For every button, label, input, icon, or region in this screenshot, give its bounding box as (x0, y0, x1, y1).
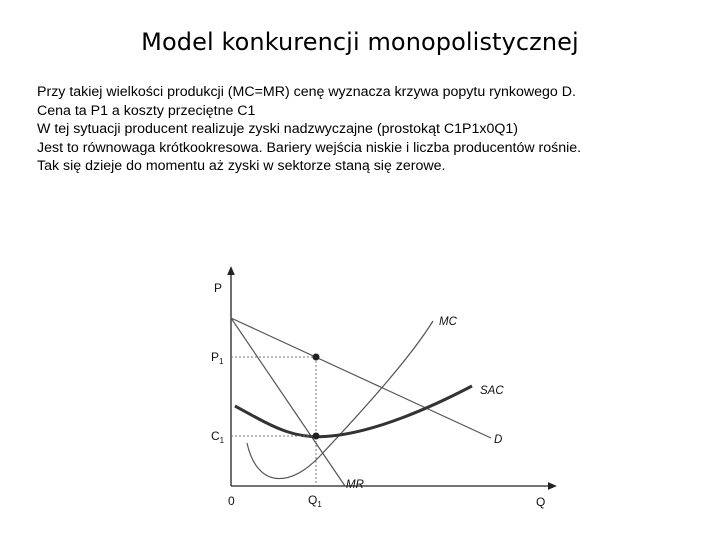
mr-label: MR (346, 479, 364, 491)
body-line-1: Przy takiej wielkości produkcji (MC=MR) cenę wyznacza krzywa popytu rynkowego D. (37, 84, 576, 100)
monopolistic-competition-diagram (195, 258, 575, 528)
mc-label: MC (439, 316, 457, 328)
marginal-revenue-curve-mr (231, 318, 345, 486)
body-line-2: Cena ta P1 a koszty przeciętne C1 (37, 102, 256, 119)
price-point (313, 354, 320, 361)
q1-label: $Q_1$ (308, 493, 322, 509)
origin-label: 0 (228, 494, 235, 508)
d-label: D (494, 434, 503, 446)
y-axis-label: P (214, 281, 223, 295)
body-line-5: Tak się dzieje do momentu aż zyski w sektorze staną się zerowe. (37, 158, 446, 174)
body-line-3: W tej sytuacji producent realizuje zyski nadzwyczajne (prostokąt C1P1x0Q1) (37, 121, 519, 137)
slide-title: Model konkurencji monopolistycznej (141, 28, 579, 56)
sac-label: SAC (480, 385, 504, 397)
cost-point (313, 433, 320, 440)
c1-label: $C_1$ (211, 429, 225, 445)
average-cost-curve-sac (235, 386, 472, 437)
body-line-4: Jest to równowaga krótkookresowa. Bariery wejścia niskie i liczba producentów rośnie. (37, 139, 582, 156)
body-text (37, 83, 707, 176)
marginal-cost-curve-mc (247, 321, 433, 479)
p1-label: $P_1$ (211, 350, 224, 366)
demand-curve-d (231, 318, 491, 438)
x-axis-label: Q (536, 495, 546, 509)
